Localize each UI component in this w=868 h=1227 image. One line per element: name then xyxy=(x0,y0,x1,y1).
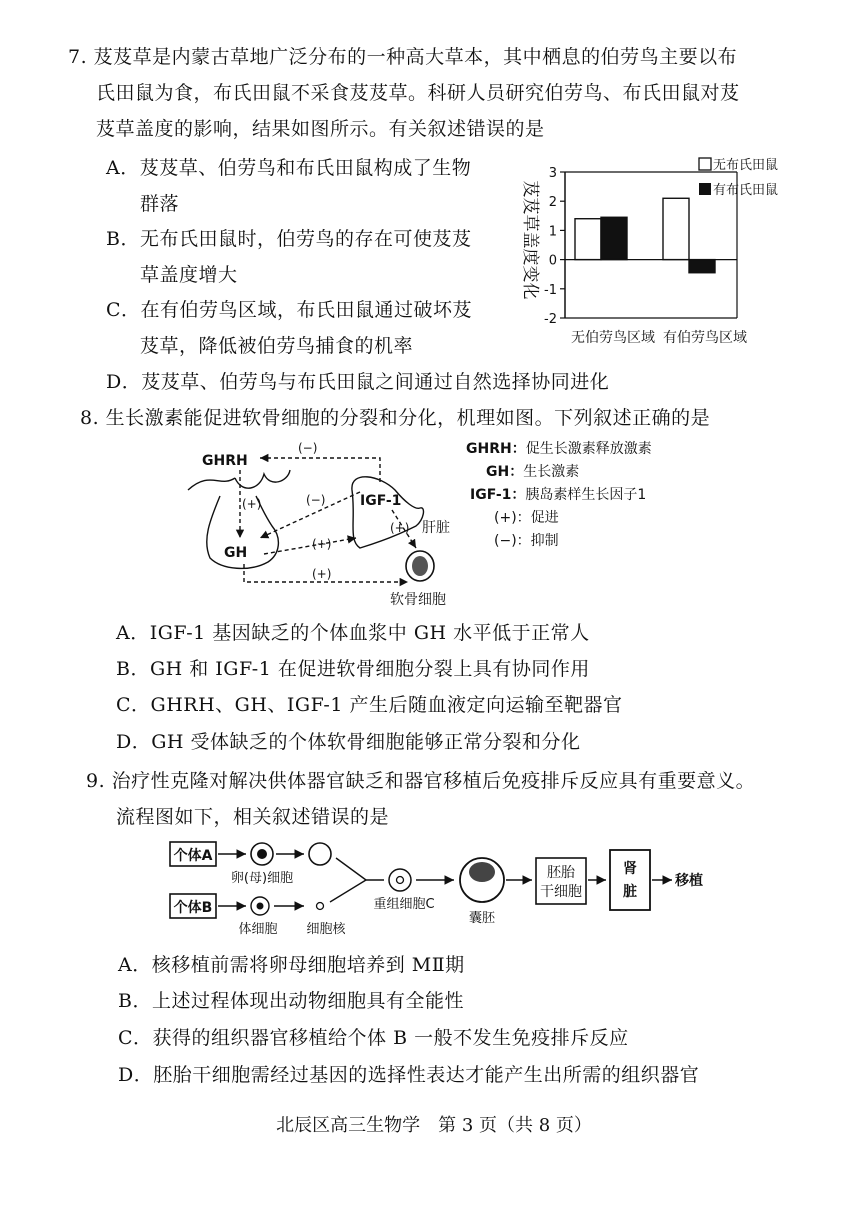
transplant-label: 移植 xyxy=(675,873,703,889)
recombinant-label: 重组细胞C xyxy=(373,897,435,912)
hypothalamus-outline xyxy=(188,470,290,490)
kidney-label-1: 肾 xyxy=(623,861,637,877)
recombinant-nucleus-icon xyxy=(397,877,404,884)
sign-minus-top: (−) xyxy=(298,441,318,455)
q7-option-c: C．在有伯劳鸟区域，布氏田鼠通过破坏芨 xyxy=(106,299,473,321)
kidney-label-2: 脏 xyxy=(623,884,637,900)
somatic-nucleus-icon xyxy=(257,903,264,910)
merge-line-bottom xyxy=(330,880,366,902)
cartilage-nucleus-icon xyxy=(412,556,428,576)
q8-stem: 8. 生长激素能促进软骨细胞的分裂和分化，机理如图。下列叙述正确的是 xyxy=(80,407,711,429)
q7-option-a: A．芨芨草、伯劳鸟和布氏田鼠构成了生物 xyxy=(106,157,472,179)
somatic-label: 体细胞 xyxy=(238,922,278,936)
q9-option-a: A．核移植前需将卵母细胞培养到 MⅡ期 xyxy=(118,954,465,976)
q9-stem-line-2: 流程图如下，相关叙述错误的是 xyxy=(116,806,390,828)
q7-option-a-cont: 群落 xyxy=(140,193,180,215)
y-tick-label: 1 xyxy=(548,224,557,240)
bar-no-vole-1 xyxy=(575,219,601,260)
y-tick-label: -1 xyxy=(544,282,557,298)
q7-bar-chart xyxy=(505,150,805,355)
q9-stem-line-1: 9. 治疗性克隆对解决供体器官缺乏和器官移植后免疫排斥反应具有重要意义。 xyxy=(86,770,756,792)
q9-option-b: B．上述过程体现出动物细胞具有全能性 xyxy=(118,990,464,1012)
es-cell-label-2: 干细胞 xyxy=(540,884,582,900)
legend-row: (+)：促进 xyxy=(494,510,559,526)
y-tick-label: 3 xyxy=(548,166,557,181)
y-tick-label: -2 xyxy=(544,312,557,327)
enucleated-oocyte-icon xyxy=(309,843,331,865)
inner-cell-mass-icon xyxy=(469,862,495,882)
legend-row: GHRH：促生长激素释放激素 xyxy=(466,441,652,457)
q8-diagram xyxy=(180,430,480,610)
legend-row: GH：生长激素 xyxy=(486,464,580,480)
q8-legend xyxy=(466,438,652,553)
es-cell-label-1: 胚胎 xyxy=(547,865,575,881)
sign-plus-liver: (+) xyxy=(312,537,332,551)
y-tick-label: 2 xyxy=(548,195,557,211)
q9-option-c: C．获得的组织器官移植给个体 B 一般不发生免疫排斥反应 xyxy=(118,1027,629,1049)
page-footer: 北辰区高三生物学 第 3 页（共 8 页） xyxy=(276,1115,592,1136)
ghrh-label: GHRH xyxy=(202,453,248,469)
blastocyst-label: 囊胚 xyxy=(468,911,496,926)
q7-option-b: B．无布氏田鼠时，伯劳鸟的存在可使芨芨 xyxy=(106,228,472,250)
arrow-igf1-inhibit-ghrh xyxy=(260,458,380,482)
chart-category-1: 无伯劳鸟区域 xyxy=(571,330,655,346)
individual-b-label: 个体B xyxy=(173,900,213,916)
q7-option-c-cont: 芨草，降低被伯劳鸟捕食的机率 xyxy=(140,335,414,357)
q9-option-d: D．胚胎干细胞需经过基因的选择性表达才能产生出所需的组织器官 xyxy=(118,1064,700,1086)
cartilage-label: 软骨细胞 xyxy=(390,592,446,608)
kidney-box xyxy=(610,850,650,910)
sign-plus-ghrh: (+) xyxy=(242,497,262,511)
igf1-label: IGF-1 xyxy=(360,493,402,509)
q7-option-b-cont: 草盖度增大 xyxy=(140,264,238,286)
sign-minus-mid: (−) xyxy=(306,493,326,507)
liver-outline xyxy=(352,477,424,548)
legend-row: (−)：抑制 xyxy=(494,533,559,549)
chart-category-2: 有伯劳鸟区域 xyxy=(663,330,747,346)
legend-label-2: 有布氏田鼠 xyxy=(713,183,779,198)
q7-option-d: D．芨芨草、伯劳鸟与布氏田鼠之间通过自然选择协同进化 xyxy=(106,371,610,393)
q8-option-b: B．GH 和 IGF-1 在促进软骨细胞分裂上具有协同作用 xyxy=(116,658,590,680)
liver-label: 肝脏 xyxy=(422,520,450,536)
q8-option-a: A．IGF-1 基因缺乏的个体血浆中 GH 水平低于正常人 xyxy=(116,622,590,644)
q8-option-d: D．GH 受体缺乏的个体软骨细胞能够正常分裂和分化 xyxy=(116,731,581,753)
bar-with-vole-2 xyxy=(689,260,715,273)
sign-plus-igf1: (+) xyxy=(390,521,410,535)
nucleus-label: 细胞核 xyxy=(306,922,346,936)
gh-label: GH xyxy=(224,545,248,561)
chart-ylabel: 芨芨草盖度变化 xyxy=(520,180,540,300)
sign-plus-bottom: (+) xyxy=(312,567,332,581)
legend-row: IGF-1：胰岛素样生长因子1 xyxy=(470,487,647,503)
oocyte-label: 卵(母)细胞 xyxy=(230,871,294,886)
individual-a-label: 个体A xyxy=(173,848,213,864)
legend-swatch-1 xyxy=(699,158,711,170)
bar-with-vole-1 xyxy=(601,217,627,259)
oocyte-nucleus-icon xyxy=(257,849,267,859)
q7-stem-line-1: 7. 芨芨草是内蒙古草地广泛分布的一种高大草本，其中栖息的伯劳鸟主要以布 xyxy=(68,46,738,68)
merge-line-top xyxy=(336,858,366,880)
legend-label-1: 无布氏田鼠 xyxy=(713,158,779,173)
q9-flowchart xyxy=(160,836,720,936)
y-tick-label: 0 xyxy=(548,253,557,269)
q7-stem-line-2: 氏田鼠为食，布氏田鼠不采食芨芨草。科研人员研究伯劳鸟、布氏田鼠对芨 xyxy=(96,82,740,104)
bar-no-vole-2 xyxy=(663,198,689,259)
nucleus-icon xyxy=(317,903,324,910)
q7-stem-line-3: 芨草盖度的影响，结果如图所示。有关叙述错误的是 xyxy=(96,118,545,140)
legend-swatch-2 xyxy=(699,183,711,195)
q8-option-c: C．GHRH、GH、IGF-1 产生后随血液定向运输至靶器官 xyxy=(116,694,623,716)
